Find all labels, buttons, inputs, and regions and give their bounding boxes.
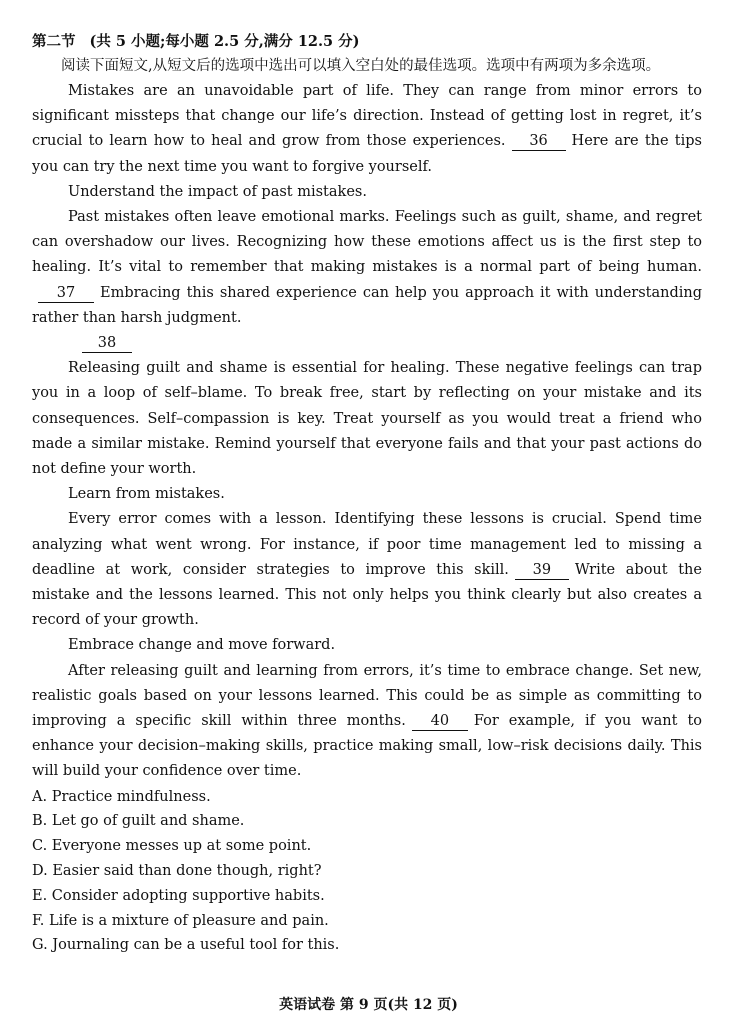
blank-37[interactable]: 37 [38,284,94,303]
section-header [32,30,702,54]
subheading-understand: Understand the impact of past mistakes. [68,183,367,200]
option-a: A. Practice mindfulness. [32,788,211,805]
paragraph-change: After releasing guilt and learning from errors, it’s time to embrace change. Set new, realistic goals based on your lessons learned. This could be as simple as committing to improving a specific skill within three months. 40 For example, if you want to enhance your decision–making skills, practice making small, low–risk decisions daily. This will build your confidence over time. [32,662,702,780]
blank-40[interactable]: 40 [412,712,468,731]
blank-36[interactable]: 36 [512,132,566,151]
option-f: F. Life is a mixture of pleasure and pain. [32,912,329,929]
option-d: D. Easier said than done though, right? [32,863,322,880]
option-e: E. Consider adopting supportive habits. [32,887,325,904]
exam-page [32,30,702,958]
paragraph-lesson: Every error comes with a lesson. Identifying these lessons is crucial. Spend time analyzing what went wrong. For instance, if poor time management led to missing a deadline at work, consider strategies to improve this skill. 39 Write about the mistake and the lessons learned. This not only helps you think clearly but also creates a record of your growth. [32,511,702,629]
option-g: G. Journaling can be a useful tool for this. [32,937,340,954]
option-b: B. Let go of guilt and shame. [32,813,245,830]
section-title: 第二节 [32,33,76,50]
section-instruction: 阅读下面短文,从短文后的选项中选出可以填入空白处的最佳选项。选项中有两项为多余选项。 [61,58,661,74]
blank-39[interactable]: 39 [515,561,569,580]
section-score: (共 5 小题;每小题 2.5 分,满分 12.5 分) [89,33,360,50]
blank-38[interactable]: 38 [82,334,132,353]
paragraph-intro: Mistakes are an unavoidable part of life. They can range from minor errors to significant missteps that change our life’s direction. Instead of getting lost in regret, it’s crucial to learn how to heal and grow from those experiences. 36 Here are the tips you can try the next time you want to forgive yourself. [32,83,702,175]
option-c: C. Everyone messes up at some point. [32,838,312,855]
blank-38-line [32,331,702,356]
paragraph-release: Releasing guilt and shame is essential for healing. These negative feelings can trap you in a loop of self–blame. To break free, start by reflecting on your mistake and its consequences. Self–compassion is key. Treat yourself as you would treat a friend who made a similar mistake. Remind yourself that everyone fails and that your past actions do not define your worth. [32,360,702,478]
subheading-embrace: Embrace change and move forward. [68,637,336,654]
options-list [32,785,702,959]
subheading-learn: Learn from mistakes. [68,486,225,503]
page-footer: 英语试卷 第 9 页(共 12 页) [279,997,458,1013]
paragraph-impact: Past mistakes often leave emotional marks. Feelings such as guilt, shame, and regret can overshadow our lives. Recognizing how these emotions affect us is the first step to healing. It’s vital to remember that making mistakes is a normal part of being human.37 Embracing this shared experience can help you approach it with understanding rather than harsh judgment. [32,209,702,326]
